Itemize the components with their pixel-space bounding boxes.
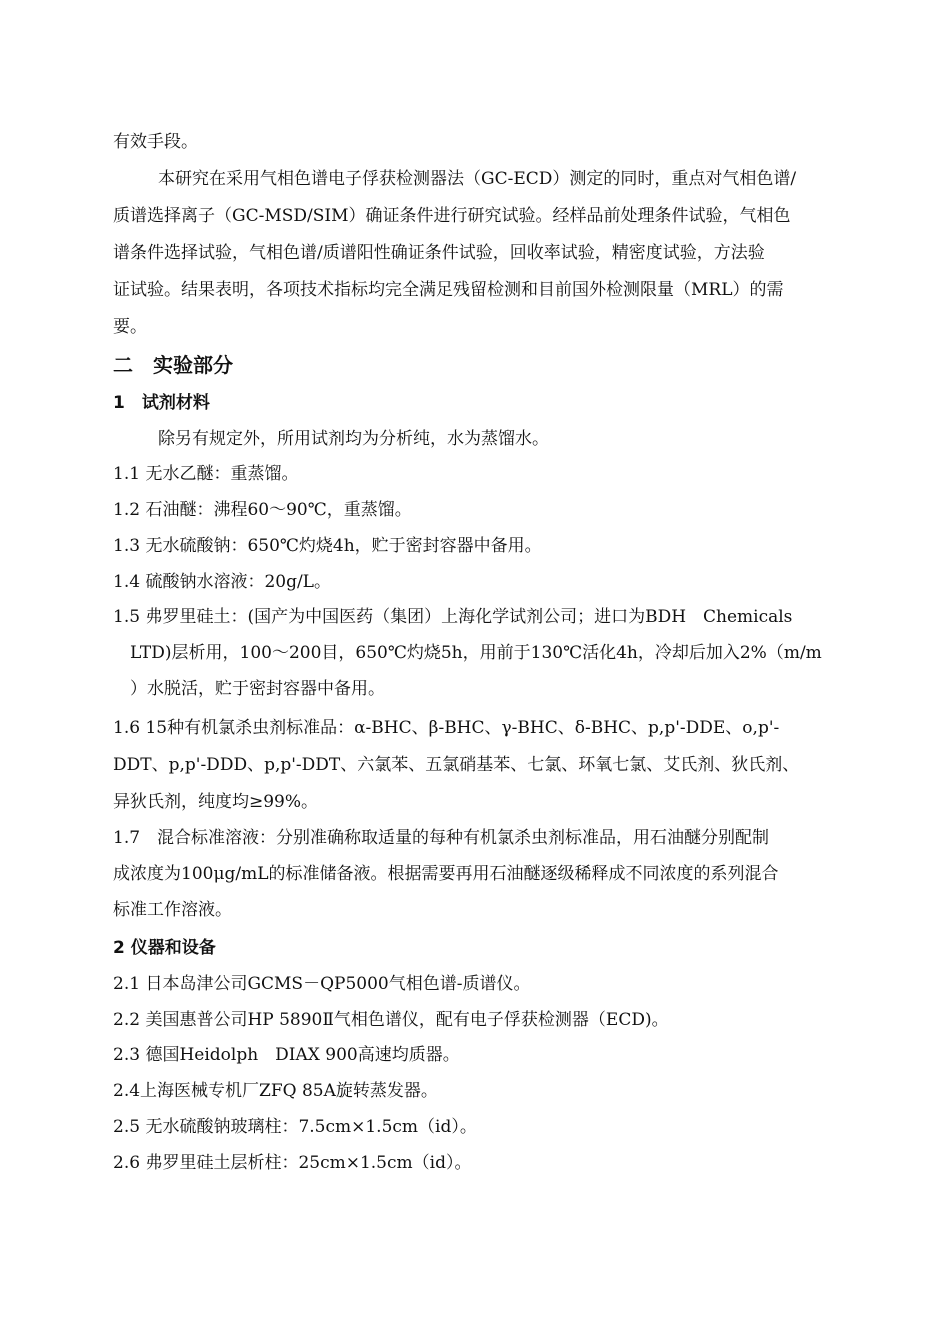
equipment-item: 2.4上海医械专机厂ZFQ 85A旋转蒸发器。 xyxy=(113,1081,438,1101)
equipment-item: 2.1 日本岛津公司GCMS－QP5000气相色谱-质谱仪。 xyxy=(113,974,531,994)
reagent-item-1-7-line: 成浓度为100μg/mL的标准储备液。根据需要再用石油醚逐级稀释成不同浓度的系列混合 xyxy=(113,864,779,884)
reagent-item-1-5-line: ）水脱活，贮于密封容器中备用。 xyxy=(130,679,385,699)
reagent-note: 除另有规定外，所用试剂均为分析纯，水为蒸馏水。 xyxy=(158,429,549,449)
reagent-item-1-6-line: DDT、p,p'-DDD、p,p'-DDT、六氯苯、五氯硝基苯、七氯、环氧七氯、艾氏剂、狄氏剂、 xyxy=(113,755,800,775)
intro-line-0: 有效手段。 xyxy=(113,132,198,152)
intro-para-line: 谱条件选择试验，气相色谱/质谱阳性确证条件试验，回收率试验，精密度试验，方法验 xyxy=(113,243,765,263)
reagent-item: 1.3 无水硫酸钠：650℃灼烧4h，贮于密封容器中备用。 xyxy=(113,536,542,556)
subsection-heading: 1 试剂材料 xyxy=(113,393,210,413)
reagent-item-1-6-line: 异狄氏剂，纯度均≥99%。 xyxy=(113,792,319,812)
reagent-item: 1.2 石油醚：沸程60～90℃，重蒸馏。 xyxy=(113,500,412,520)
equipment-item: 2.6 弗罗里硅土层析柱：25cm×1.5cm（id）。 xyxy=(113,1153,472,1173)
reagent-item: 1.1 无水乙醚：重蒸馏。 xyxy=(113,464,299,484)
reagent-item-1-5-line: 1.5 弗罗里硅土：(国产为中国医药（集团）上海化学试剂公司；进口为BDH Chemicals xyxy=(113,607,793,627)
equipment-item: 2.5 无水硫酸钠玻璃柱：7.5cm×1.5cm（id）。 xyxy=(113,1117,477,1137)
reagent-item-1-7-line: 标准工作溶液。 xyxy=(113,900,232,920)
intro-para-line: 证试验。结果表明，各项技术指标均完全满足残留检测和目前国外检测限量（MRL）的需 xyxy=(113,280,784,300)
section-heading: 二 实验部分 xyxy=(113,353,233,377)
equipment-item: 2.3 德国Heidolph DIAX 900高速均质器。 xyxy=(113,1045,460,1065)
reagent-item: 1.4 硫酸钠水溶液：20g/L。 xyxy=(113,572,331,592)
equipment-item: 2.2 美国惠普公司HP 5890Ⅱ气相色谱仪，配有电子俘获检测器（ECD)。 xyxy=(113,1010,669,1030)
reagent-item-1-5-line: LTD)层析用，100～200目，650℃灼烧5h，用前于130℃活化4h，冷却后加入2%（m/m xyxy=(130,643,822,663)
reagent-item-1-7-line: 1.7 混合标准溶液：分别准确称取适量的每种有机氯杀虫剂标准品，用石油醚分别配制 xyxy=(113,828,770,848)
intro-para-line: 要。 xyxy=(113,317,147,337)
subsection-heading: 2 仪器和设备 xyxy=(113,938,216,958)
intro-para-line: 质谱选择离子（GC-MSD/SIM）确证条件进行研究试验。经样品前处理条件试验，气相色 xyxy=(113,206,791,226)
intro-para-line: 本研究在采用气相色谱电子俘获检测器法（GC-ECD）测定的同时，重点对气相色谱/ xyxy=(158,169,797,189)
reagent-item-1-6-line: 1.6 15种有机氯杀虫剂标准品：α-BHC、β-BHC、γ-BHC、δ-BHC、p,p'-DDE、o,p'- xyxy=(113,718,780,738)
